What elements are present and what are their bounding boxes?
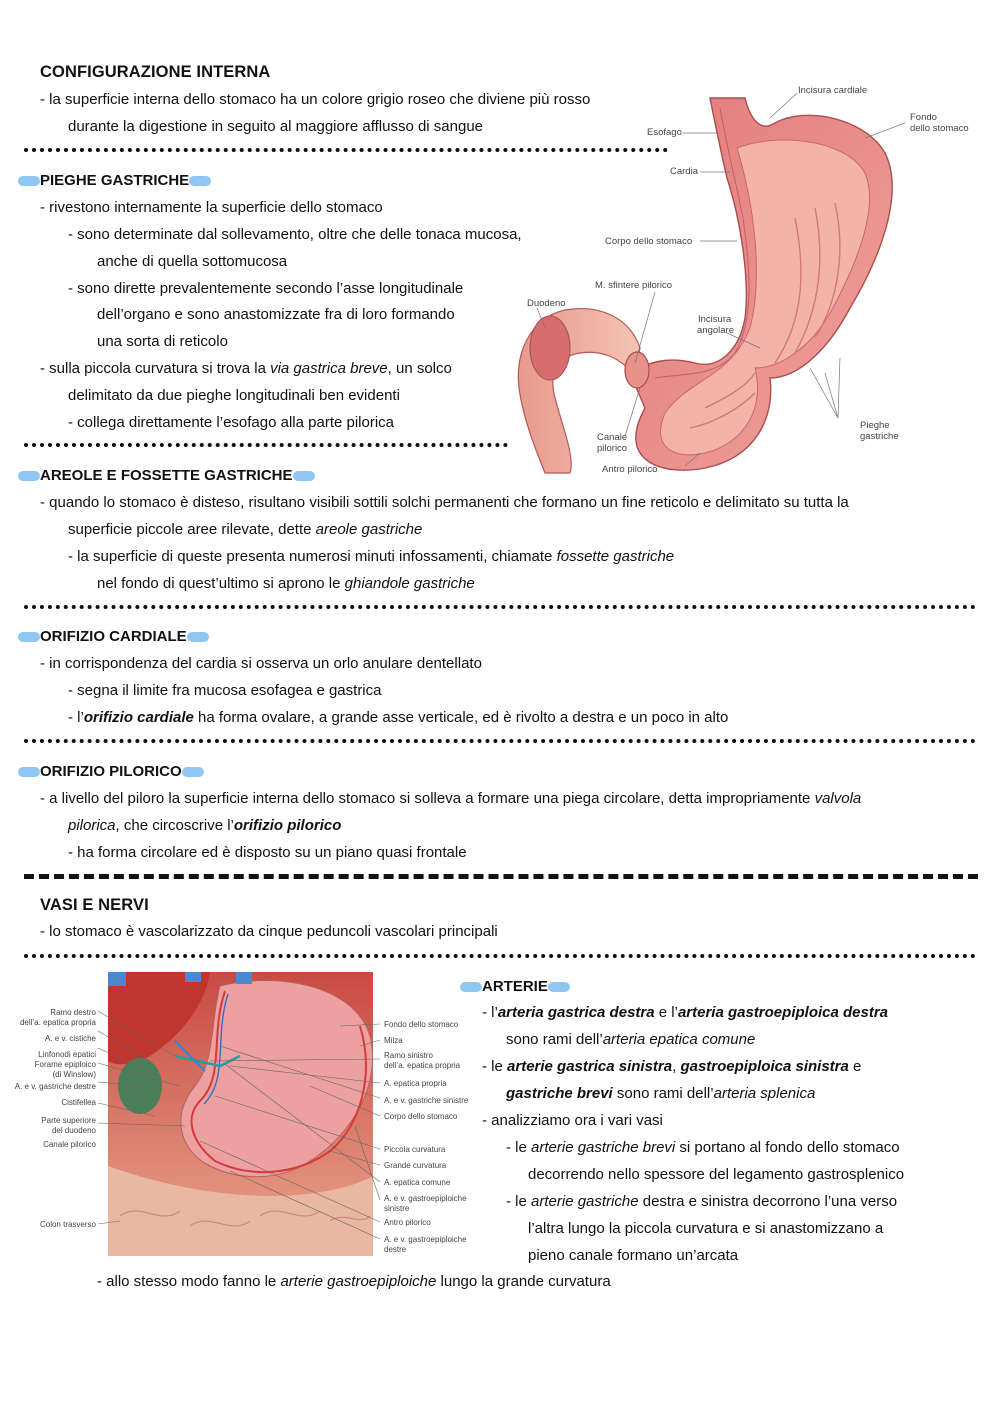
pyloric-title-text: ORIFIZIO PILORICO: [40, 763, 182, 780]
label-incisura-cardiale: Incisura cardiale: [798, 85, 868, 96]
text-line: - sono dirette prevalentemente secondo l’asse longitudinale: [68, 280, 464, 297]
label-epatica-propria: A. epatica propria: [384, 1079, 447, 1088]
label-forame: (di Winslow): [52, 1070, 96, 1079]
stomach-vessels-illustration: [10, 966, 480, 1266]
label-ramo-destro: dell’a. epatica propria: [19, 1018, 96, 1027]
label-milza: Milza: [384, 1036, 403, 1045]
label-colon: Colon trasverso: [39, 1220, 96, 1229]
text-line: - sono determinate dal sollevamento, oltre che delle tonaca mucosa,: [68, 226, 522, 243]
dotted-divider: [24, 954, 976, 958]
pill-marker: [187, 632, 209, 642]
label-fondo: Fondo dello stomaco: [384, 1020, 459, 1029]
dotted-divider: [24, 443, 508, 447]
label-pieghe: Pieghe: [860, 420, 890, 431]
text-line: - l’orifizio cardiale ha forma ovalare, a grande asse verticale, ed è rivolto a destra e un poco in alto: [68, 709, 729, 726]
stomach-illustration: [505, 78, 985, 478]
text-line: nel fondo di quest’ultimo si aprono le ghiandole gastriche: [97, 575, 475, 592]
text-line: - quando lo stomaco è disteso, risultano visibili sottili solchi permanenti che formano un fine reticolo e delimitato su tutta la: [40, 494, 849, 511]
text-line: - la superficie interna dello stomaco ha un colore grigio roseo che diviene più rosso: [40, 91, 591, 108]
text-line: - le arterie gastrica sinistra, gastroepiploica sinistra e: [482, 1058, 862, 1075]
text-line: - l’arteria gastrica destra e l’arteria gastroepiploica destra: [482, 1004, 889, 1021]
pill-marker: [18, 767, 40, 777]
label-ramo-destro: Ramo destro: [50, 1008, 96, 1017]
text-line: - a livello del piloro la superficie interna dello stomaco si solleva a formare una piega circolare, detta impropriamente valvola: [40, 790, 862, 807]
section-title-arteries: [482, 977, 570, 997]
label-canale: Canale: [597, 432, 628, 443]
label-gastriche-destre: A. e v. gastriche destre: [14, 1082, 96, 1091]
text-line: - rivestono internamente la superficie dello stomaco: [40, 199, 383, 216]
label-incisura-angolare: angolare: [697, 325, 734, 336]
label-gastroepiploiche-sinistre: sinistre: [384, 1204, 410, 1213]
text-line: una sorta di reticolo: [97, 333, 228, 350]
text-line: - segna il limite fra mucosa esofagea e gastrica: [68, 682, 382, 699]
text-line: l’altra lungo la piccola curvatura e si anastomizzano a: [528, 1220, 884, 1237]
section-title-folds: [40, 171, 211, 191]
label-cardia: Cardia: [670, 166, 698, 177]
label-grande-curvatura: Grande curvatura: [384, 1161, 447, 1170]
text-line: - allo stesso modo fanno le arterie gastroepiploiche lungo la grande curvatura: [97, 1273, 611, 1290]
label-antro: Antro pilorico: [384, 1218, 431, 1227]
label-corpo: Corpo dello stomaco: [384, 1112, 458, 1121]
label-linfonodi: Linfonodi epatici: [38, 1050, 96, 1059]
label-antro: Antro pilorico: [602, 464, 658, 475]
label-gastriche-sinistre: A. e v. gastriche sinistre: [384, 1096, 469, 1105]
pill-marker: [548, 982, 570, 992]
label-canale-pilorico: Canale pilorico: [43, 1140, 96, 1149]
pill-marker: [18, 176, 40, 186]
dotted-divider: [24, 739, 976, 743]
label-gastroepiploiche-sinistre: A. e v. gastroepiploiche: [384, 1194, 467, 1203]
label-gastroepiploiche-destre: destre: [384, 1245, 407, 1254]
section-title-pyloric: [40, 762, 204, 782]
pill-marker: [460, 982, 482, 992]
text-line: - in corrispondenza del cardia si osserva un orlo anulare dentellato: [40, 655, 482, 672]
cardiac-title-text: ORIFIZIO CARDIALE: [40, 628, 187, 645]
label-duodeno: Duodeno: [527, 298, 566, 309]
label-forame: Forame epiploico: [34, 1060, 96, 1069]
text-line: - la superficie di queste presenta numerosi minuti infossamenti, chiamate fossette gastriche: [68, 548, 675, 565]
label-parte-superiore: Parte superiore: [41, 1116, 96, 1125]
areole-title-text: AREOLE E FOSSETTE GASTRICHE: [40, 467, 293, 484]
text-line: sono rami dell’arteria epatica comune: [506, 1031, 756, 1048]
label-sfintere: M. sfintere pilorico: [595, 280, 673, 291]
text-line: - analizziamo ora i vari vasi: [482, 1112, 663, 1129]
text-line: delimitato da due pieghe longitudinali ben evidenti: [68, 387, 400, 404]
arteries-title-text: ARTERIE: [482, 978, 548, 995]
pill-marker: [18, 471, 40, 481]
pill-marker: [189, 176, 211, 186]
pill-marker: [18, 632, 40, 642]
label-fondo: dello stomaco: [910, 123, 969, 134]
text-line: - sulla piccola curvatura si trova la via gastrica breve, un solco: [40, 360, 452, 377]
section-title-areole: [40, 466, 315, 486]
label-fondo: Fondo: [910, 112, 937, 123]
pill-marker: [182, 767, 204, 777]
label-ramo-sinistro: Ramo sinistro: [384, 1051, 433, 1060]
label-esofago: Esofago: [647, 127, 682, 138]
label-parte-superiore: del duodeno: [51, 1126, 96, 1135]
text-line: anche di quella sottomucosa: [97, 253, 288, 270]
text-line: pilorica, che circoscrive l’orifizio pilorico: [68, 817, 342, 834]
label-corpo: Corpo dello stomaco: [605, 236, 693, 247]
label-piccola-curvatura: Piccola curvatura: [384, 1145, 446, 1154]
label-pieghe: gastriche: [860, 431, 899, 442]
text-line: - le arterie gastriche destra e sinistra decorrono l’una verso: [506, 1193, 898, 1210]
text-line: gastriche brevi sono rami dell’arteria splenica: [506, 1085, 816, 1102]
label-gastroepiploiche-destre: A. e v. gastroepiploiche: [384, 1235, 467, 1244]
text-line: pieno canale formano un’arcata: [528, 1247, 739, 1264]
folds-title-text: PIEGHE GASTRICHE: [40, 172, 190, 189]
text-line: decorrendo nello spessore del legamento gastrosplenico: [528, 1166, 905, 1183]
pill-marker: [293, 471, 315, 481]
label-incisura-angolare: Incisura: [698, 314, 732, 325]
label-cistiche: A. e v. cistiche: [45, 1034, 96, 1043]
text-line: durante la digestione in seguito al maggiore afflusso di sangue: [68, 118, 484, 135]
text-line: - le arterie gastriche brevi si portano al fondo dello stomaco: [506, 1139, 900, 1156]
dotted-divider: [24, 605, 976, 609]
section-title-vessels: VASI E NERVI: [40, 896, 149, 914]
text-line: superficie piccole aree rilevate, dette areole gastriche: [68, 521, 423, 538]
text-line: - ha forma circolare ed è disposto su un piano quasi frontale: [68, 844, 467, 861]
dashed-divider: [24, 874, 978, 879]
label-epatica-comune: A. epatica comune: [384, 1178, 451, 1187]
label-ramo-sinistro: dell’a. epatica propria: [384, 1061, 461, 1070]
label-cistifellea: Cistifellea: [61, 1098, 96, 1107]
text-line: - lo stomaco è vascolarizzato da cinque peduncoli vascolari principali: [40, 923, 498, 940]
label-canale: pilorico: [597, 443, 628, 454]
text-line: - collega direttamente l’esofago alla parte pilorica: [68, 414, 395, 431]
section-title-internal: CONFIGURAZIONE INTERNA: [40, 63, 271, 81]
section-title-cardiac: [40, 627, 209, 647]
text-line: dell’organo e sono anastomizzate fra di loro formando: [97, 306, 455, 323]
